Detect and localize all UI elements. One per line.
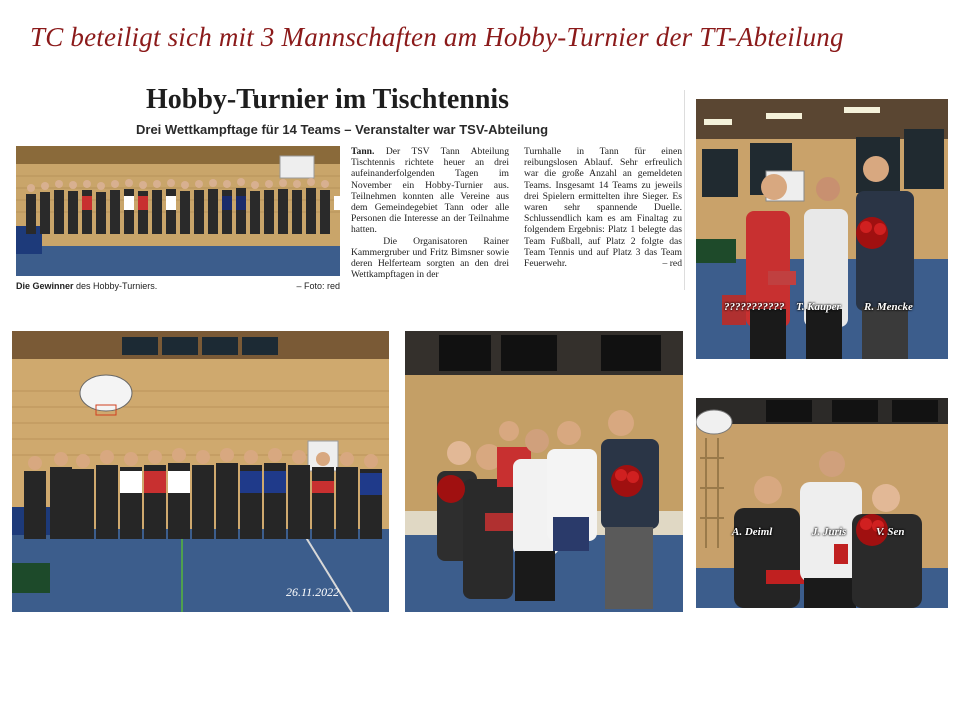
photo-label: A. Deiml (732, 526, 773, 538)
photo-label: T. Kauper (796, 301, 841, 313)
article-column-2: Turnhalle in Tann für einen reibungslosen Ablauf. Sehr erfreulich war die große Anzahl an gemeldeten Teams. Insgesamt 14 Teams zu jeweils drei Spielern ermittelten ihre Sieger. Es waren sehr spannende Duelle. Schlussendlich kam es am Finaltag zu folgendem Ergebnis: Platz 1 belegte das Team Fußball, auf Platz 2 folgte das Team Tennis und auf Platz 3 das Team Feuerwehr. – red (524, 146, 682, 270)
photo-top-right (696, 99, 948, 359)
photo-bottom-right (696, 398, 948, 608)
article-column-1: Tann. Der TSV Tann Abteilung Tischtennis richtete heuer an drei aufeinanderfolgenden Tagen im November ein Hobby-Turnier aus. Teilnehmen konnten alle Vereine aus dem Gemeindegebiet Tann oder alle Personen die Interesse an der Teilnahme hatten. Die Organisatoren Rainer Kammergruber und Fritz Bimsner sowie deren Helferteam sorgten an den drei Wettkampftagen in der (351, 146, 509, 281)
photo-date: 26.11.2022 (286, 585, 340, 599)
article-headline: Hobby-Turnier im Tischtennis (146, 84, 510, 115)
photo-label: J. Juris (812, 526, 847, 538)
article-photo (16, 146, 340, 276)
article-caption: Die Gewinner des Hobby-Turniers. – Foto: red (16, 281, 340, 291)
photo-team-tennis (405, 331, 683, 612)
photo-credit: – Foto: red (296, 281, 340, 291)
article-subheadline: Drei Wettkampftage für 14 Teams – Veranstalter war TSV-Abteilung (136, 122, 549, 137)
photo-label: R. Mencke (864, 301, 913, 313)
newspaper-clipping (14, 80, 686, 302)
slide-title: TC beteiligt sich mit 3 Mannschaften am Hobby-Turnier der TT-Abteilung (30, 22, 844, 52)
photo-label: V. Sen (876, 526, 905, 538)
divider (684, 90, 685, 290)
photo-label: ??????????? (724, 301, 785, 313)
photo-group (12, 331, 389, 612)
